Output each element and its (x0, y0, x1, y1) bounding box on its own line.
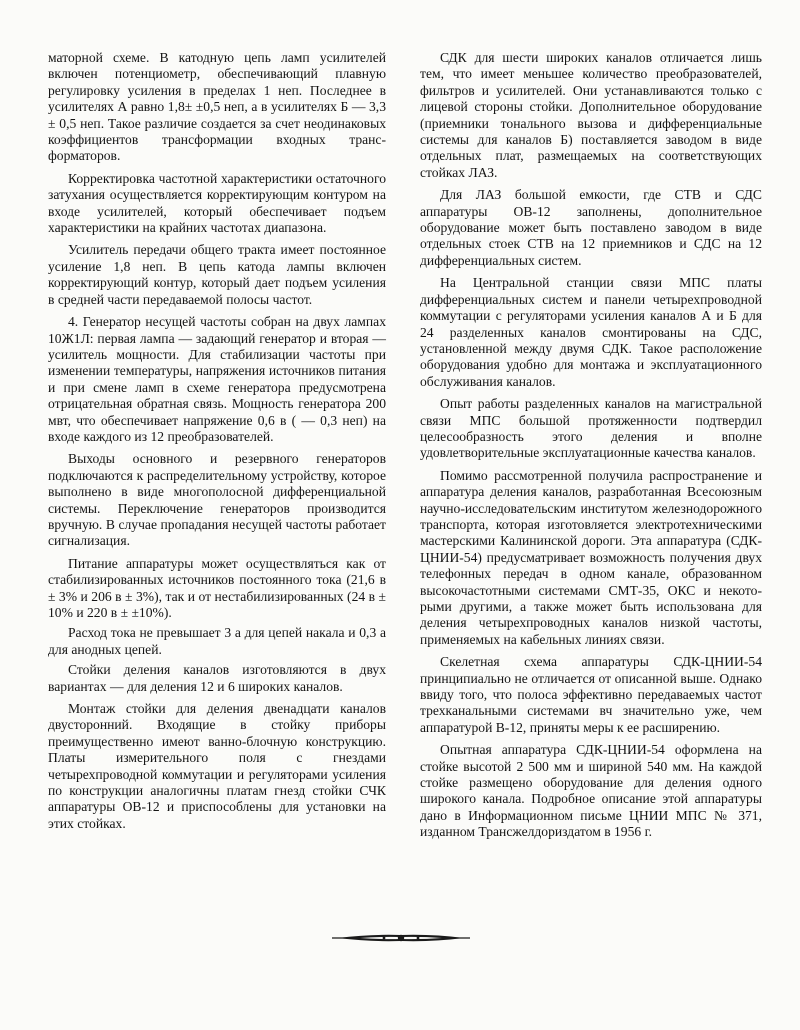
paragraph: Усилитель передачи общего тракта имеет постоянное усиление 1,8 неп. В цепь катода лампы включен корректирующий контур, который дает подъем усиления в средней части передаваемой полосы частот. (48, 242, 386, 307)
paragraph: Монтаж стойки для деления двенадцати каналов двусторонний. Входящие в стойку приборы преимущественно имеют ванно-блочную конструкцию. Платы измерительного поля с гнездами четырехпроводной коммутации и регуляторами усиления по конструкции аналогичны платам гнезд стойки СЧК аппаратуры ОВ-12 и приспособлены для установки на этих стойках. (48, 701, 386, 831)
paragraph: 4. Генератор несущей частоты собран на двух лампах 10Ж1Л: первая лампа — задающий генератор и вторая — усилитель мощности. Для стабилизации частоты при изменении температуры, напряжения источников питания и при смене ламп в схеме генератора предусмотрена отрицательная обратная связь. Мощность генератора 200 мвт, что обеспечивает напряжение 0,6 в ( — 0,3 неп) на входе каждого из 12 преобразователей. (48, 314, 386, 444)
paragraph: Опыт работы разделенных каналов на магистральной связи МПС большой протяженности подтвердил целесообразность этого деления и вполне удовлетворительные эксплуатационные качества каналов. (420, 396, 762, 461)
paragraph: Расход тока не превышает 3 а для цепей накала и 0,3 а для анодных цепей. (48, 625, 386, 657)
paragraph: СДК для шести широких каналов отличается лишь тем, что имеет меньшее количество преобразователей, фильтров и усилителей. Они устанавливаются только с лицевой стороны стойки. Дополнительное оборудование (приемники тонального вызова и дифференциальные системы для каналов Б) поставляется заводом в виде отдельных плат, размещаемых на соответствующих стойках ЛАЗ. (420, 50, 762, 180)
paragraph: Стойки деления каналов изготовляются в двух вариантах — для деления 12 и 6 широких каналов. (48, 662, 386, 694)
paragraph: Для ЛАЗ большой емкости, где СТВ и СДС аппаратуры ОВ-12 заполнены, дополнительное оборудование может быть поставлено заводом в виде отдельных стоек СТВ на 12 приемников и СДС на 12 дифференциальных систем. (420, 187, 762, 268)
paragraph: Питание аппаратуры может осуществляться как от стабилизированных источников постоянного тока (21,6 в ± 3% и 206 в ± 3%), так и от нестабилизированных (24 в ± 10% и 220 в ± ±10%). (48, 555, 386, 620)
paragraph: Корректировка частотной характеристики остаточного затухания осуществляется корректирующим контуром на входе усилителей, который обеспечивает подъем характеристики на крайних частотах диапазона. (48, 170, 386, 236)
paragraph: маторной схеме. В катодную цепь ламп усилителей включен потенциометр, обеспечивающий плавную регулировку усиления в пределах 1 неп. Последнее в усилителях А равно 1,8± ±0,5 неп, а в усилителях Б — 3,3 ± 0,5 неп. Такое различие создается за счет неодинаковых коэффициентов трансформации входных трансформаторов. (48, 50, 386, 164)
ornament-divider (330, 928, 472, 948)
left-text-column (48, 50, 386, 838)
paragraph: Выходы основного и резервного генераторов подключаются к распределительному устройству, которое выполнено в виде многополосной дифференциальной системы. Переключение генераторов производится вручную. В случае пропадания несущей частоты работает сигнализация. (48, 451, 386, 549)
right-text-column (420, 50, 762, 847)
paragraph: Опытная аппаратура СДК-ЦНИИ-54 оформлена на стойке высотой 2 500 мм и шириной 540 мм. На каждой стойке размещено оборудование для деления одного широкого канала. Подробное описание этой аппаратуры дано в Информационном письме ЦНИИ МПС № 371, изданном Трансжелдориздатом в 1956 г. (420, 742, 762, 840)
paragraph: Скелетная схема аппаратуры СДК-ЦНИИ-54 принципиально не отличается от описанной выше. Однако ввиду того, что полоса эффективно передаваемых частот трехканальными системами вч значительно уже, чем аппаратурой В-12, приняты меры к ее расширению. (420, 654, 762, 735)
paragraph: Помимо рассмотренной получила распространение и аппаратура деления каналов, разработанная Всесоюзным научно-исследовательским институтом железнодорожного транспорта, которая изготовляется электротехническими мастерскими Калининской дороги. Эта аппаратура (СДК-ЦНИИ-54) предусматривает возможность получения двух телефонных передач в одном канале, образованном высокочастотными системами СМТ-35, ОКС и некоторыми другими, а также может быть использована для деления четырехпроводных каналов низкой частоты, применяемых на кабельных линиях связи. (420, 467, 762, 647)
paragraph: На Центральной станции связи МПС платы дифференциальных систем и панели четырехпроводной коммутации с регуляторами усиления каналов А и Б для 24 разделенных каналов смонтированы на СДС, установленной между двумя СДК. Такое расположение оборудования удобно для монтажа и эксплуатационного обслуживания каналов. (420, 275, 762, 389)
